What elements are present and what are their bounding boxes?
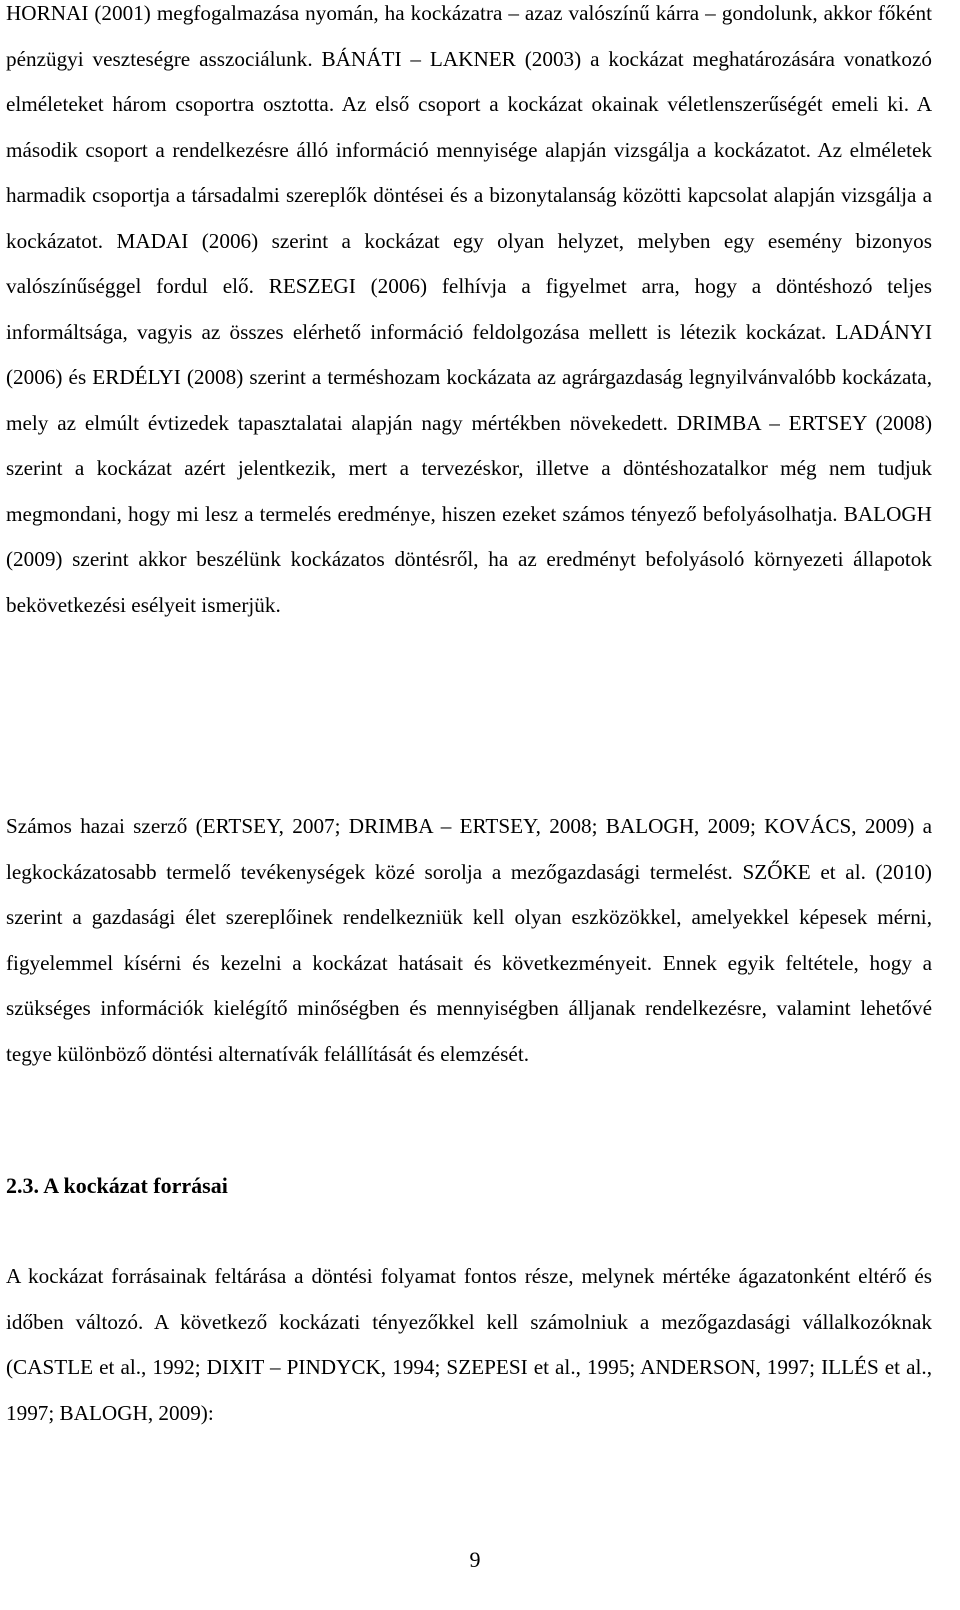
- section-heading: 2.3. A kockázat forrásai: [6, 1173, 228, 1198]
- paragraph-risk-definitions: HORNAI (2001) megfogalmazása nyomán, ha kockázatra – azaz valószínű kárra – gondolunk, akkor főként pénzügyi veszteségre asszociálunk. BÁNÁTI – LAKNER (2003) a kockázat meghatározására vonatkozó elméleteket három csoportra osztotta. Az első csoport a kockázat okainak véletlenszerűségét emeli ki. A második csoport a rendelkezésre álló információ mennyisége alapján vizsgálja a kockázatot. Az elméletek harmadik csoportja a társadalmi szereplők döntései és a bizonytalanság közötti kapcsolat alapján vizsgálja a kockázatot. MADAI (2006) szerint a kockázat egy olyan helyzet, melyben egy esemény bizonyos valószínűséggel fordul elő. RESZEGI (2006) felhívja a figyelmet arra, hogy a döntéshozó teljes informáltsága, vagyis az összes elérhető információ feldolgozása mellett is létezik kockázat. LADÁNYI (2006) és ERDÉLYI (2008) szerint a terméshozam kockázata az agrárgazdaság legnyilvánvalóbb kockázata, mely az elmúlt évtizedek tapasztalatai alapján nagy mértékben növekedett. DRIMBA – ERTSEY (2008) szerint a kockázat azért jelentkezik, mert a tervezéskor, illetve a döntéshozatalkor még nem tudjuk megmondani, hogy mi lesz a termelés eredménye, hiszen ezeket számos tényező befolyásolhatja. BALOGH (2009) szerint akkor beszélünk kockázatos döntésről, ha az eredményt befolyásoló környezeti állapotok bekövetkezési esélyeit ismerjük.: [6, 1, 932, 617]
- page-number: 9: [469, 1547, 481, 1572]
- paragraph-agricultural-risk: Számos hazai szerző (ERTSEY, 2007; DRIMBA – ERTSEY, 2008; BALOGH, 2009; KOVÁCS, 2009) a legkockázatosabb termelő tevékenységek közé sorolja a mezőgazdasági termelést. SZŐKE et al. (2010) szerint a gazdasági élet szereplőinek rendelkezniük kell olyan eszközökkel, amelyekkel képesek mérni, figyelemmel kísérni és kezelni a kockázat hatásait és következményeit. Ennek egyik feltétele, hogy a szükséges információk kielégítő minőségben és mennyiségben álljanak rendelkezésre, valamint lehetővé tegye különböző döntési alternatívák felállítását és elemzését.: [6, 814, 932, 1066]
- paragraph-risk-sources: A kockázat forrásainak feltárása a döntési folyamat fontos része, melynek mértéke ágazatonként eltérő és időben változó. A következő kockázati tényezőkkel kell számolniuk a mezőgazdasági vállalkozóknak (CASTLE et al., 1992; DIXIT – PINDYCK, 1994; SZEPESI et al., 1995; ANDERSON, 1997; ILLÉS et al., 1997; BALOGH, 2009):: [6, 1264, 932, 1425]
